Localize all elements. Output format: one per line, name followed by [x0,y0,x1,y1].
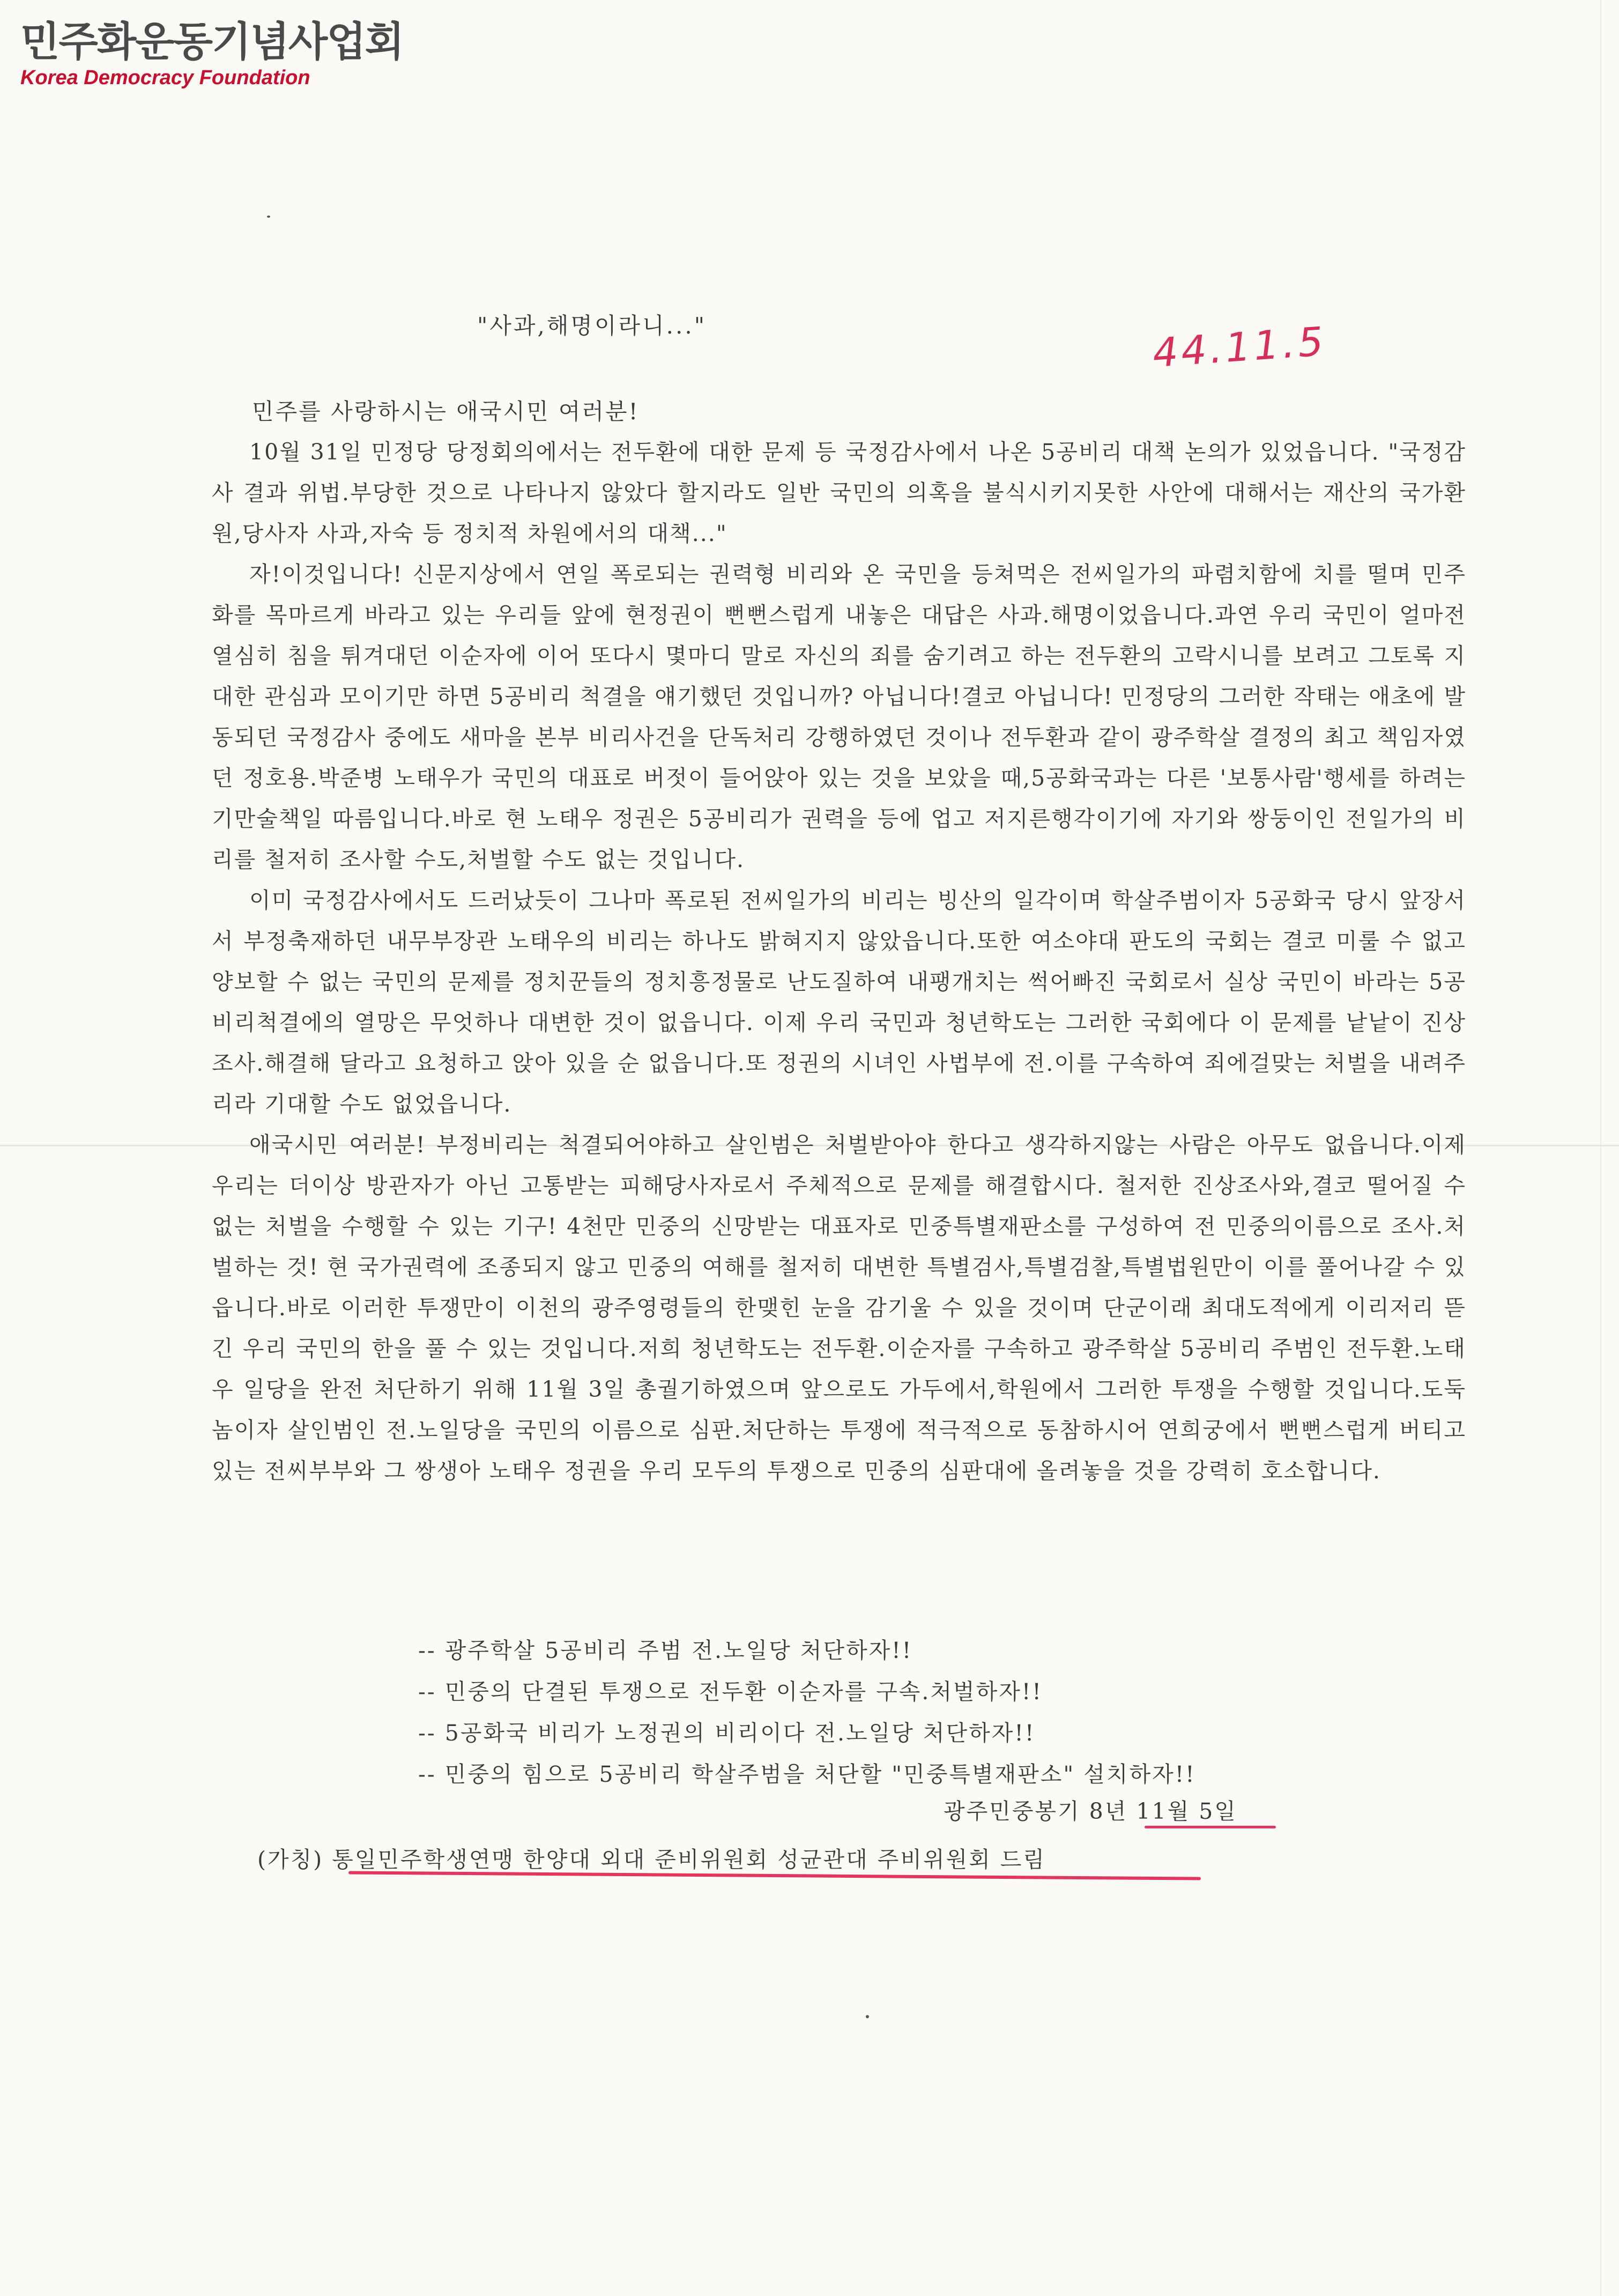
paper-speck [267,216,270,218]
paragraph [212,554,1466,880]
paragraph [212,880,1466,1124]
signature-organization: (가칭) 통일민주학생연맹 한양대 외대 준비위원회 성균관대 주비위원회 드림 [257,1847,1046,1872]
signature-date: 광주민중봉기 8년 11월 5일 [944,1798,1237,1824]
slogan-item: -- 광주학살 5공비리 주범 전.노일당 처단하자!! [418,1638,913,1663]
paragraph-text: 애국시민 여러분! 부정비리는 척결되어야하고 살인범은 처벌받아야 한다고 생각하지않는 사람은 아무도 없읍니다.이제 우리는 더이상 방관자가 아닌 고통받는 피해당사자로서 주체적으로 문제를 해결합시다. 철저한 진상조사와,결코 떨어질 수 없는 처벌을 수행할 수 있는 기구! 4천만 민중의 신망받는 대표자로 민중특별재판소를 구성하여 전 민중의이름으로 조사.처벌하는 것! 현 국가권력에 조종되지 않고 민중의 여해를 철저히 대변한 특별검사,특별검찰,특별법원만이 이를 풀어나갈 수 있읍니다.바로 이러한 투쟁만이 이천의 광주영령들의 한맺힌 눈을 감기울 수 있을 것이며 단군이래 최대도적에게 이리저리 뜯긴 우리 국민의 한을 풀 수 있는 것입니다.저희 청년학도는 전두환.이순자를 구속하고 광주학살 5공비리 주범인 전두환.노태우 일당을 완전 처단하기 위해 11월 3일 총궐기하였으며 앞으로도 가두에서,학원에서 그러한 투쟁을 수행할 것입니다.도둑놈이자 살인범인 전.노일당을 국민의 이름으로 심판.처단하는 투쟁에 적극적으로 동참하시어 연희궁에서 뻔뻔스럽게 버티고있는 전씨부부와 그 쌍생아 노태우 정권을 우리 모두의 투쟁으로 민중의 심판대에 올려놓을 것을 강력히 호소합니다. [212,1132,1466,1484]
paper-edge-line [1600,0,1601,2296]
logo-english-name: Korea Democracy Foundation [20,66,310,89]
paragraph-text: 10월 31일 민정당 당정회의에서는 전두환에 대한 문제 등 국정감사에서 나온 5공비리 대책 논의가 있었읍니다. "국정감사 결과 위법.부당한 것으로 나타나지 않았다 할지라도 일반 국민의 의혹을 불식시키지못한 사안에 대해서는 재산의 국가환원,당사자 사과,자숙 등 정치적 차원에서의 대책..." [212,439,1466,546]
slogan-list [418,1630,1196,1795]
slogan-item: -- 5공화국 비리가 노정권의 비리이다 전.노일당 처단하자!! [418,1720,1036,1746]
slogan-item: -- 민중의 단결된 투쟁으로 전두환 이순자를 구속.처벌하자!! [418,1679,1043,1705]
paragraph-text: 자!이것입니다! 신문지상에서 연일 폭로되는 권력형 비리와 온 국민을 등쳐먹은 전씨일가의 파렴치함에 치를 떨며 민주화를 목마르게 바라고 있는 우리들 앞에 현정권이 뻔뻔스럽게 내놓은 대답은 사과.해명이었읍니다.과연 우리 국민이 얼마전 열심히 침을 튀겨대던 이순자에 이어 또다시 몇마디 말로 자신의 죄를 숨기려고 하는 전두환의 고락시니를 보려고 그토록 지대한 관심과 모이기만 하면 5공비리 척결을 얘기했던 것입니까? 아닙니다!결코 아닙니다! 민정당의 그러한 작태는 애초에 발동되던 국정감사 중에도 새마을 본부 비리사건을 단독처리 강행하였던 것이나 전두환과 같이 광주학살 결정의 최고 책임자였던 정호용.박준병 노태우가 국민의 대표로 버젓이 들어앉아 있는 것을 보았을 때,5공화국과는 다른 '보통사람'행세를 하려는 기만술책일 따름입니다.바로 현 노태우 정권은 5공비리가 권력을 등에 업고 저지른행각이기에 자기와 쌍둥이인 전일가의 비리를 철저히 조사할 수도,처벌할 수도 없는 것입니다. [212,561,1466,872]
slogan-item: -- 민중의 힘으로 5공비리 학살주범을 처단할 "민중특별재판소" 설치하자!! [418,1761,1196,1787]
logo-korean-name: 민주화운동기념사업회 [20,18,404,65]
foundation-logo [20,18,404,89]
paragraph [212,1124,1466,1491]
paragraph-text: 이미 국정감사에서도 드러났듯이 그나마 폭로된 전씨일가의 비리는 빙산의 일각이며 학살주범이자 5공화국 당시 앞장서서 부정축재하던 내무부장관 노태우의 비리는 하나도 밝혀지지 않았읍니다.또한 여소야대 판도의 국회는 결코 미룰 수 없고 양보할 수 없는 국민의 문제를 정치꾼들의 정치흥정물로 난도질하여 내팽개치는 썩어빠진 국회로서 실상 국민이 바라는 5공비리척결에의 열망은 무엇하나 대변한 것이 없읍니다. 이제 우리 국민과 청년학도는 그러한 국회에다 이 문제를 낱낱이 진상조사.해결해 달라고 요청하고 앉아 있을 순 없읍니다.또 정권의 시녀인 사법부에 전.이를 구속하여 죄에걸맞는 처벌을 내려주리라 기대할 수도 없었읍니다. [212,887,1466,1117]
paper-speck [866,2015,869,2018]
document-title: "사과,해명이라니..." [477,313,707,339]
greeting: 민주를 사랑하시는 애국시민 여러분! [252,398,640,425]
handwritten-date: 44.11.5 [1151,318,1328,377]
paragraph [212,432,1466,554]
document-body [212,432,1466,1491]
handwritten-underline [1145,1826,1276,1828]
